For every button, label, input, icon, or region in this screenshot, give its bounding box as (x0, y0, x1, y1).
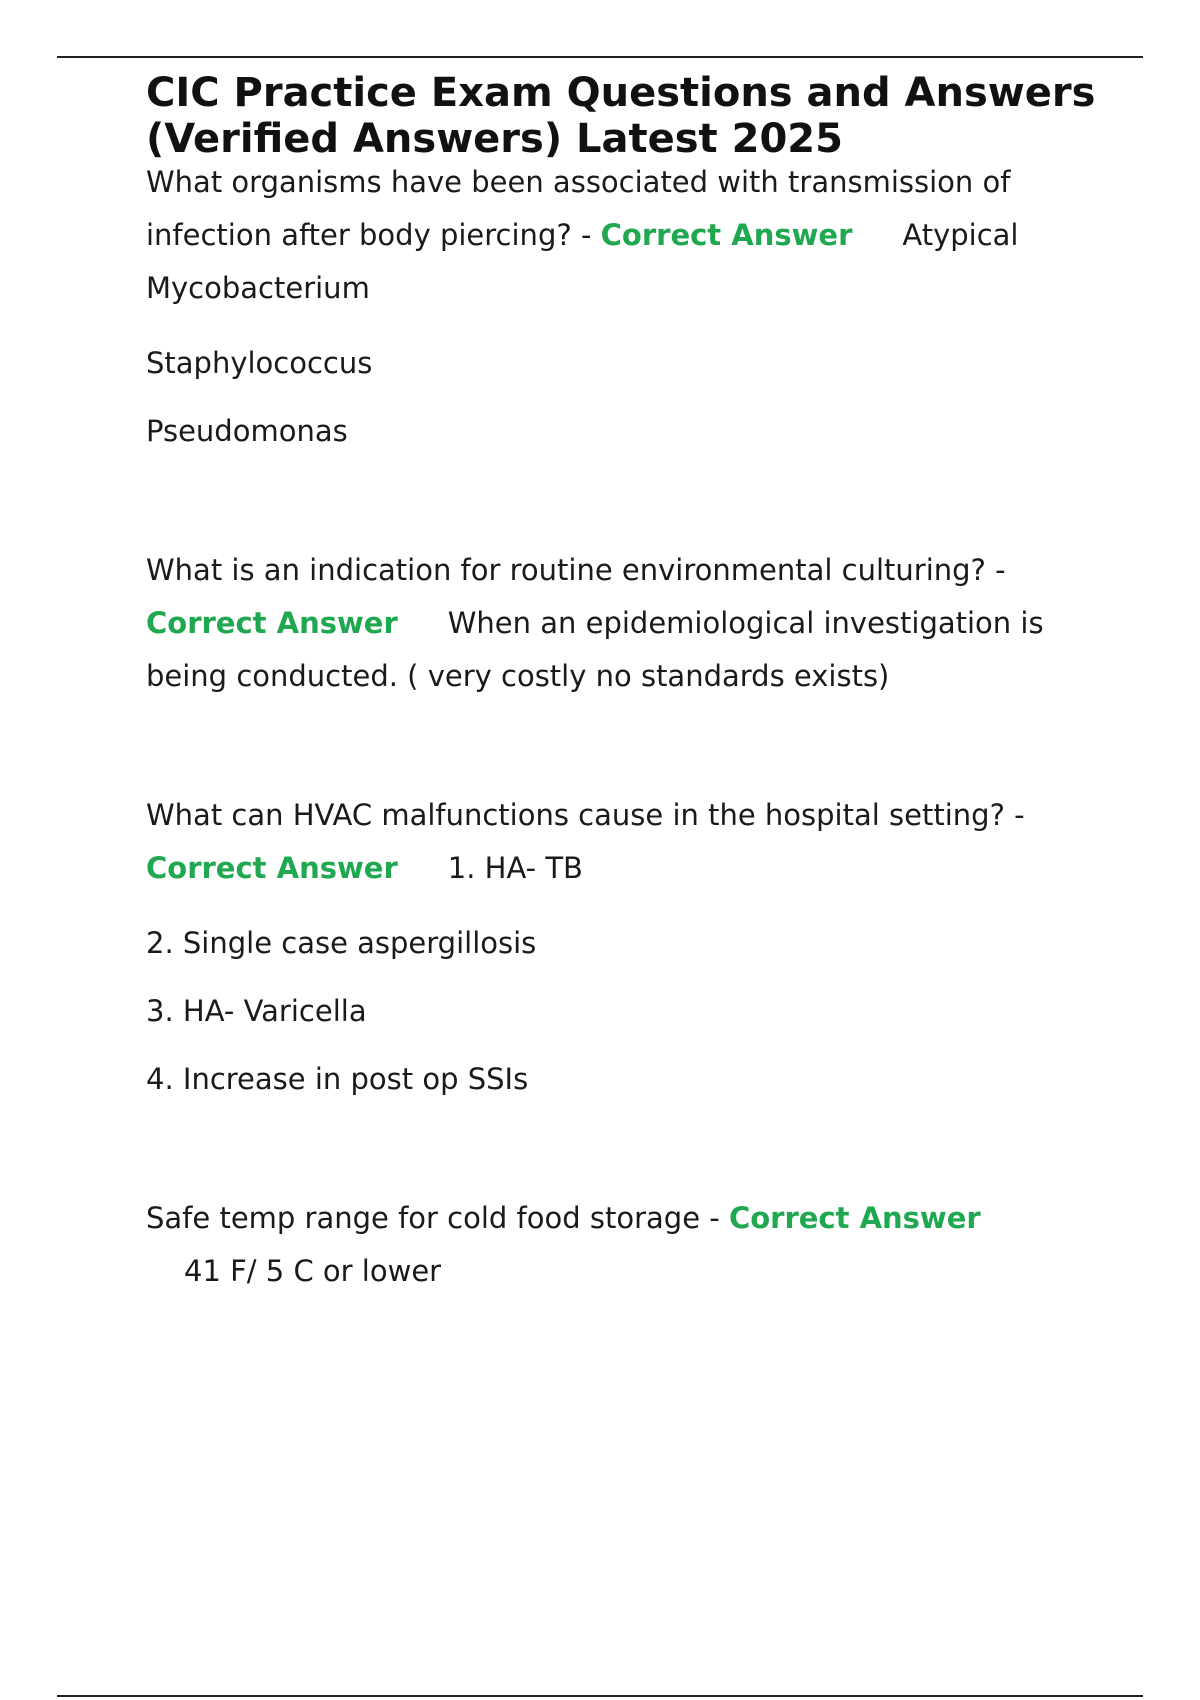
question-text: What organisms have been associated with transmission of infection after body piercing? - (146, 165, 1011, 252)
answer-line: 4. Increase in post op SSIs (146, 1062, 529, 1096)
answer-text: 41 F/ 5 C or lower (184, 1254, 442, 1288)
qa-question-paragraph (146, 156, 1106, 315)
qa-question-paragraph (146, 1192, 1106, 1298)
answer-text: Atypical Mycobacterium (146, 218, 1019, 305)
question-text: Safe temp range for cold food storage - (146, 1201, 729, 1235)
answer-line: 2. Single case aspergillosis (146, 926, 537, 960)
document-title: CIC Practice Exam Questions and Answers (Verified Answers) Latest 2025 (146, 70, 1096, 162)
correct-answer-label: Correct Answer (146, 606, 398, 640)
correct-answer-label: Correct Answer (600, 218, 853, 252)
qa-item (146, 544, 1106, 703)
correct-answer-label: Correct Answer (728, 1201, 981, 1235)
document-body (146, 70, 1106, 1298)
qa-question-paragraph (146, 789, 1106, 895)
answer-line: Pseudomonas (146, 414, 348, 448)
answer-line: 3. HA- Varicella (146, 994, 367, 1028)
question-text: What can HVAC malfunctions cause in the hospital setting? - (146, 798, 1025, 832)
question-text: What is an indication for routine environmental culturing? - (146, 553, 1006, 587)
answer-text: 1. HA- TB (447, 851, 583, 885)
qa-question-paragraph (146, 544, 1106, 703)
answer-text: When an epidemiological investigation is being conducted. ( very costly no standards exists) (146, 606, 1044, 693)
bottom-rule (57, 1695, 1143, 1697)
top-rule (57, 56, 1143, 58)
correct-answer-label: Correct Answer (146, 851, 398, 885)
answer-line: Staphylococcus (146, 346, 373, 380)
qa-item (146, 789, 1106, 1096)
qa-item (146, 1192, 1106, 1298)
qa-item (146, 156, 1106, 448)
